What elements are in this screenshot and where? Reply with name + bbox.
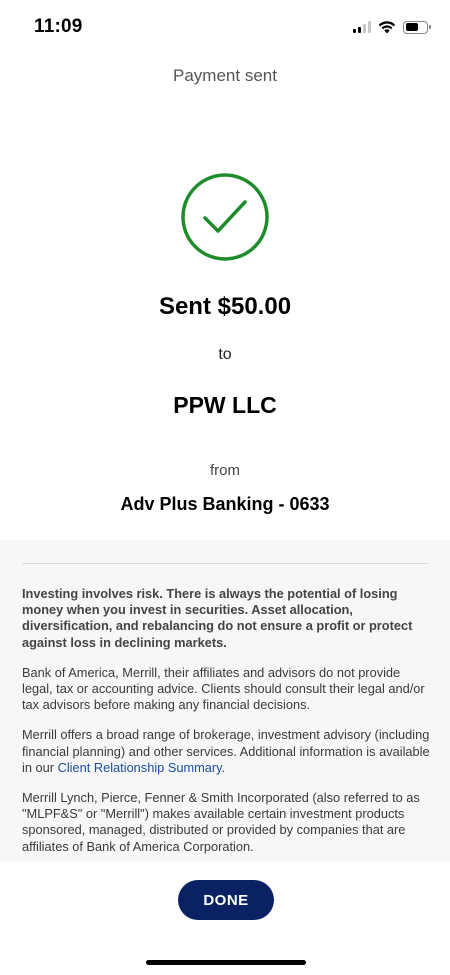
client-relationship-summary-link[interactable]: Client Relationship Summary: [57, 759, 222, 775]
status-bar: [0, 0, 450, 54]
to-label: to: [218, 346, 232, 363]
home-indicator[interactable]: [146, 960, 306, 965]
sent-amount: Sent $50.00: [158, 293, 292, 320]
done-button[interactable]: DONE: [178, 880, 274, 920]
payee-name: PPW LLC: [173, 392, 277, 418]
advice-disclosure: Bank of America, Merrill, their affiliates and advisors do not provide legal, tax or accounting advice. Clients should consult their legal and/or tax advisors before making any financial decisions.: [22, 664, 425, 713]
disclosure-panel[interactable]: [0, 540, 450, 862]
status-icons: [353, 21, 428, 34]
services-disclosure: Merrill offers a broad range of brokerage, investment advisory (including financial planning) and other services. Additional information is available in our Client Relationship Summary.: [22, 727, 430, 775]
divider: [22, 563, 428, 564]
cellular-signal-icon: [353, 21, 371, 33]
mlpfs-disclosure: Merrill Lynch, Pierce, Fenner & Smith Incorporated (also referred to as "MLPF&S" or "Merrill") makes available certain investment products sponsored, managed, distributed or provided by companies that are affiliates of Bank of America Corporation.: [22, 790, 420, 854]
disclosure-text: [22, 586, 432, 862]
risk-disclosure: Investing involves risk. There is always the potential of losing money when you invest in securities. Asset allocation, diversification, and rebalancing do not ensure a profit or protect against loss in declining markets.: [22, 586, 413, 650]
page-title: Payment sent: [173, 66, 277, 85]
battery-icon: [403, 21, 428, 34]
from-label: from: [210, 462, 240, 479]
check-circle-icon: [180, 172, 270, 262]
status-time: 11:09: [34, 16, 83, 37]
source-account: Adv Plus Banking - 0633: [120, 494, 330, 514]
wifi-icon: [378, 21, 396, 34]
bottom-bar: [0, 862, 450, 975]
